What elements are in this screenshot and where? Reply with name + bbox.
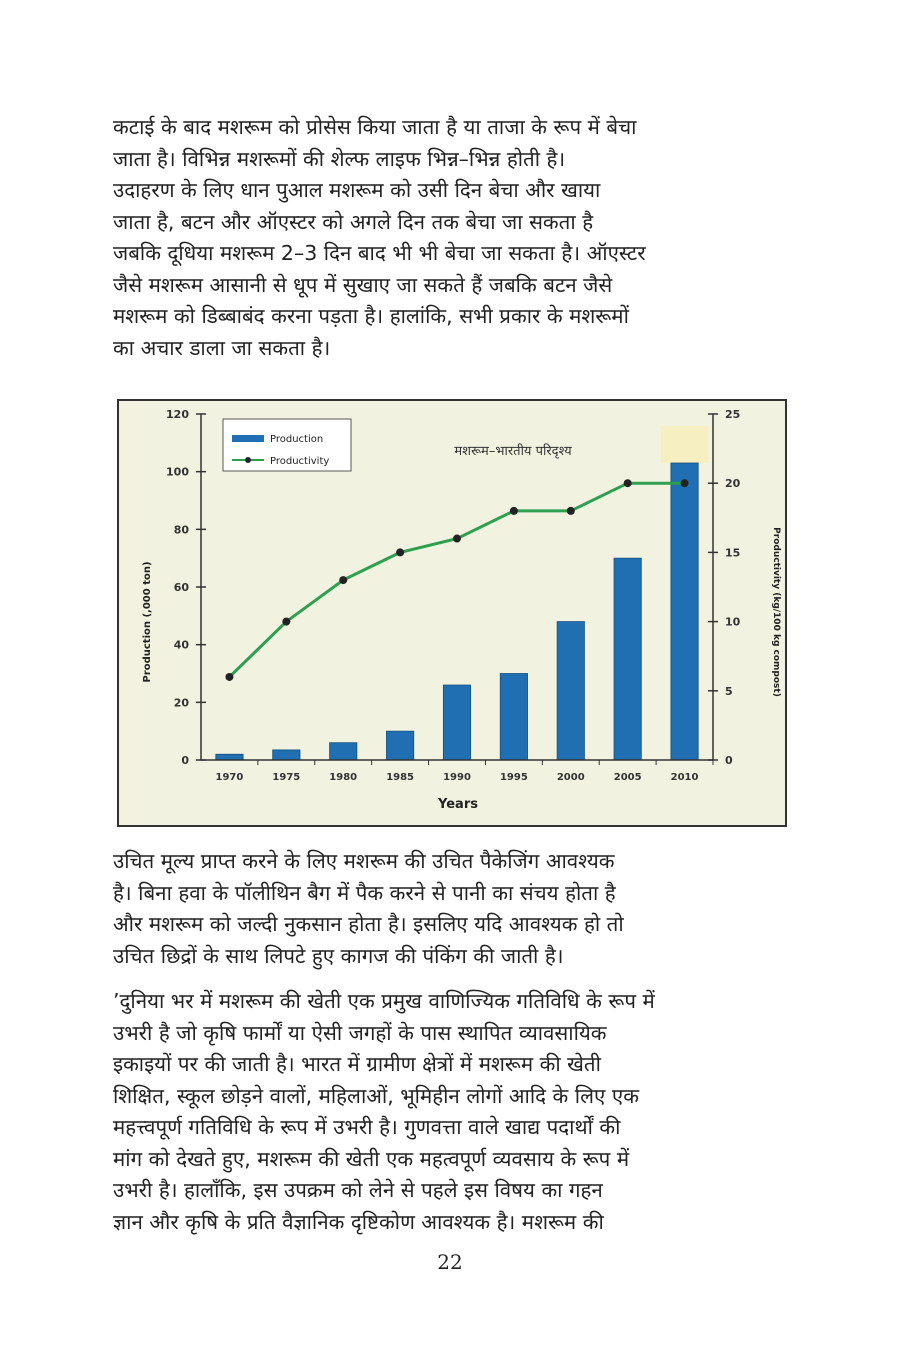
y-tick-label: 0 <box>181 754 189 767</box>
paragraph-packaging <box>113 846 788 972</box>
x-tick-label: 2010 <box>670 772 699 783</box>
text-line: शिक्षित, स्कूल छोड़ने वालों, महिलाओं, भूमिहीन लोगों आदि के लिए एक <box>113 1083 639 1108</box>
productivity-point <box>396 548 404 556</box>
y2-tick-label: 25 <box>725 408 741 421</box>
paragraph-commercial-cultivation <box>113 986 788 1238</box>
text-line: मांग को देखते हुए, मशरूम की खेती एक महत्वपूर्ण व्यवसाय के रूप में <box>113 1146 630 1171</box>
text-line: और मशरूम को जल्दी नुकसान होता है। इसलिए यदि आवश्यक हो तो <box>113 912 624 936</box>
productivity-point <box>567 507 575 515</box>
productivity-point <box>339 576 347 584</box>
text-line: उदाहरण के लिए धान पुआल मशरूम को उसी दिन बेचा और खाया <box>113 178 601 202</box>
bar-production <box>500 674 527 761</box>
productivity-point <box>453 535 461 543</box>
bar-production <box>273 750 300 760</box>
text-line: कटाई के बाद मशरूम को प्रोसेस किया जाता है या ताजा के रूप में बेचा <box>113 115 637 139</box>
text-line: ’दुनिया भर में मशरूम की खेती एक प्रमुख वाणिज्यिक गतिविधि के रूप में <box>113 989 655 1013</box>
x-tick-label: 1970 <box>215 772 244 783</box>
x-tick-label: 1985 <box>386 772 415 783</box>
text-line: का अचार डाला जा सकता है। <box>113 335 331 360</box>
text-line: उचित मूल्य प्राप्त करने के लिए मशरूम की उचित पैकेजिंग आवश्यक <box>113 849 615 873</box>
y-tick-label: 40 <box>173 638 189 652</box>
y2-tick-label: 20 <box>725 477 741 491</box>
productivity-point <box>624 479 632 487</box>
bar-production <box>671 463 698 760</box>
bar-production <box>443 685 470 760</box>
x-tick-label: 1980 <box>329 772 358 783</box>
y-tick-label: 80 <box>173 523 189 537</box>
bar-production <box>216 754 243 760</box>
x-tick-label: 1975 <box>272 772 301 783</box>
y2-tick-label: 10 <box>725 615 741 629</box>
y2-tick-label: 5 <box>725 684 733 698</box>
text-line: महत्त्वपूर्ण गतिविधि के रूप में उभरी है। गुणवत्ता वाले खाद्य पदार्थों की <box>113 1115 621 1139</box>
y-tick-label: 100 <box>166 465 189 479</box>
text-line: जैसे मशरूम आसानी से धूप में सुखाए जा सकते हैं जबकि बटन जैसे <box>113 272 613 297</box>
text-line: है। बिना हवा के पॉलीथिन बैग में पैक करने से पानी का संचय होता है <box>113 880 616 905</box>
productivity-point <box>282 618 290 626</box>
y-axis-label: Production (,000 ton) <box>142 561 153 683</box>
text-line: उभरी है जो कृषि फार्मों या ऐसी जगहों के पास स्थापित व्यावसायिक <box>113 1020 607 1045</box>
text-line: इकाइयों पर की जाती है। भारत में ग्रामीण क्षेत्रों में मशरूम की खेती <box>113 1052 601 1076</box>
productivity-point <box>681 479 689 487</box>
x-tick-label: 2005 <box>613 772 642 783</box>
productivity-point <box>510 507 518 515</box>
bar-production <box>386 731 413 760</box>
highlight-box <box>661 426 709 463</box>
bar-production <box>330 743 357 760</box>
bar-production <box>614 558 641 760</box>
x-tick-label: 2000 <box>556 772 585 783</box>
x-tick-label: 1990 <box>443 772 471 783</box>
legend-label-productivity: Productivity <box>270 456 330 467</box>
text-line: जाता है, बटन और ऑएस्टर को अगले दिन तक बेचा जा सकता है <box>113 209 594 234</box>
y-tick-label: 60 <box>173 581 189 594</box>
bar-production <box>557 622 584 760</box>
chart-title: मशरूम–भारतीय परिदृश्य <box>454 444 572 459</box>
y2-axis-label: Productivity (kg/100 kg compost) <box>771 527 781 697</box>
text-line: उभरी है। हालाँकि, इस उपक्रम को लेने से पहले इस विषय का गहन <box>113 1178 603 1202</box>
text-line: मशरूम को डिब्बाबंद करना पड़ता है। हालांकि, सभी प्रकार के मशरूमों <box>113 304 629 328</box>
paragraph-post-harvest <box>113 112 788 364</box>
text-line: उचित छिद्रों के साथ लिपटे हुए कागज की पंकिंग की जाती है। <box>113 943 564 968</box>
y2-tick-label: 15 <box>725 546 741 560</box>
y-tick-label: 20 <box>173 696 189 710</box>
production-productivity-chart <box>108 392 798 832</box>
x-tick-label: 1995 <box>499 772 528 783</box>
text-line: जबकि दूधिया मशरूम 2–3 दिन बाद भी भी बेचा जा सकता है। ऑएस्टर <box>113 241 646 265</box>
legend-bar-swatch <box>232 435 264 442</box>
productivity-point <box>225 673 233 681</box>
x-axis-label: Years <box>438 797 478 812</box>
text-line: जाता है। विभिन्न मशरूमों की शेल्फ लाइफ भिन्न–भिन्न होती है। <box>113 146 566 171</box>
page-number: 22 <box>437 1250 463 1274</box>
legend-marker <box>245 457 251 463</box>
legend-label-production: Production <box>270 434 324 445</box>
y-tick-label: 120 <box>166 408 189 421</box>
y2-tick-label: 0 <box>725 754 733 767</box>
chart-legend <box>223 419 351 471</box>
text-line: ज्ञान और कृषि के प्रति वैज्ञानिक दृष्टिकोण आवश्यक है। मशरूम की <box>113 1209 604 1234</box>
